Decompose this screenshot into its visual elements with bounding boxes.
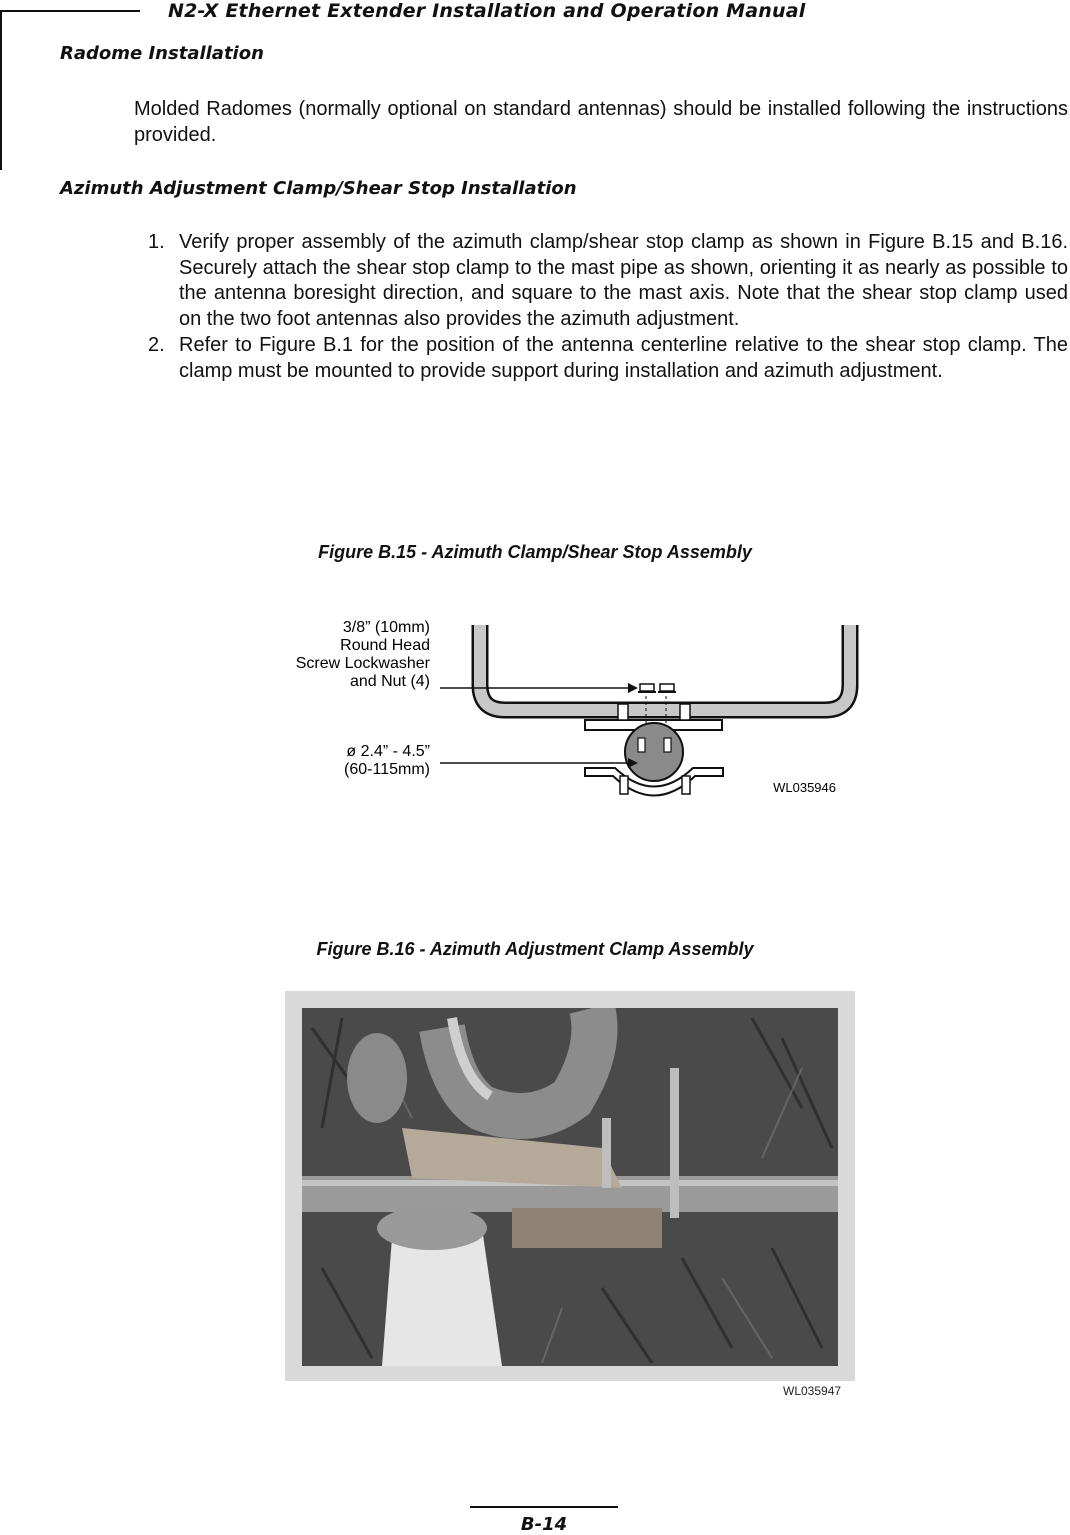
page-number: B-14	[520, 1514, 568, 1535]
running-header: N2-X Ethernet Extender Installation and Operation Manual	[168, 0, 806, 22]
list-item: 1. Verify proper assembly of the azimuth clamp/shear stop clamp as shown in Figure B.15 and B.16. Securely attach the shear stop clamp to the mast pipe as shown, orienting it as nearly as possible to the antenna boresight direction, and square to the mast axis. Note that the shear stop clamp used on the two foot antennas also provides the azimuth adjustment.	[148, 231, 1068, 331]
label-screw-line: Round Head	[340, 637, 430, 654]
clamp-photo	[302, 1008, 838, 1366]
clamp-diagram	[240, 600, 860, 800]
section-heading-azimuth: Azimuth Adjustment Clamp/Shear Stop Installation	[60, 178, 577, 199]
list-item: 2. Refer to Figure B.1 for the position of the antenna centerline relative to the shear stop clamp. The clamp must be mounted to provide support during installation and azimuth adjustment.	[148, 333, 1068, 382]
label-pipe-line: (60-115mm)	[344, 761, 430, 778]
margin-rule	[0, 10, 2, 170]
figure-b15-caption: Figure B.15 - Azimuth Clamp/Shear Stop Assembly	[318, 542, 752, 562]
nut-icon	[640, 684, 654, 691]
radome-paragraph: Molded Radomes (normally optional on standard antennas) should be installed following the instructions provided.	[134, 98, 1068, 146]
steps-list	[148, 230, 1068, 384]
mount-tube-fill	[480, 625, 850, 710]
section-heading-radome: Radome Installation	[60, 43, 264, 64]
footer-rule	[470, 1506, 618, 1508]
label-screw-line: 3/8” (10mm)	[342, 619, 430, 636]
figure-code: WL035947	[783, 1384, 842, 1398]
figure-b16-caption: Figure B.16 - Azimuth Adjustment Clamp Assembly	[316, 939, 754, 959]
header-rule	[0, 10, 140, 12]
label-pipe-line: ø 2.4” - 4.5”	[346, 743, 430, 760]
figure-code: WL035946	[773, 780, 836, 795]
label-screw-line: Screw Lockwasher	[295, 655, 430, 672]
mount-tube-outline	[480, 625, 850, 710]
mast-pipe	[625, 723, 683, 781]
label-screw-line: and Nut (4)	[349, 673, 430, 690]
photo-frame	[285, 991, 855, 1381]
nut-icon	[660, 684, 674, 691]
